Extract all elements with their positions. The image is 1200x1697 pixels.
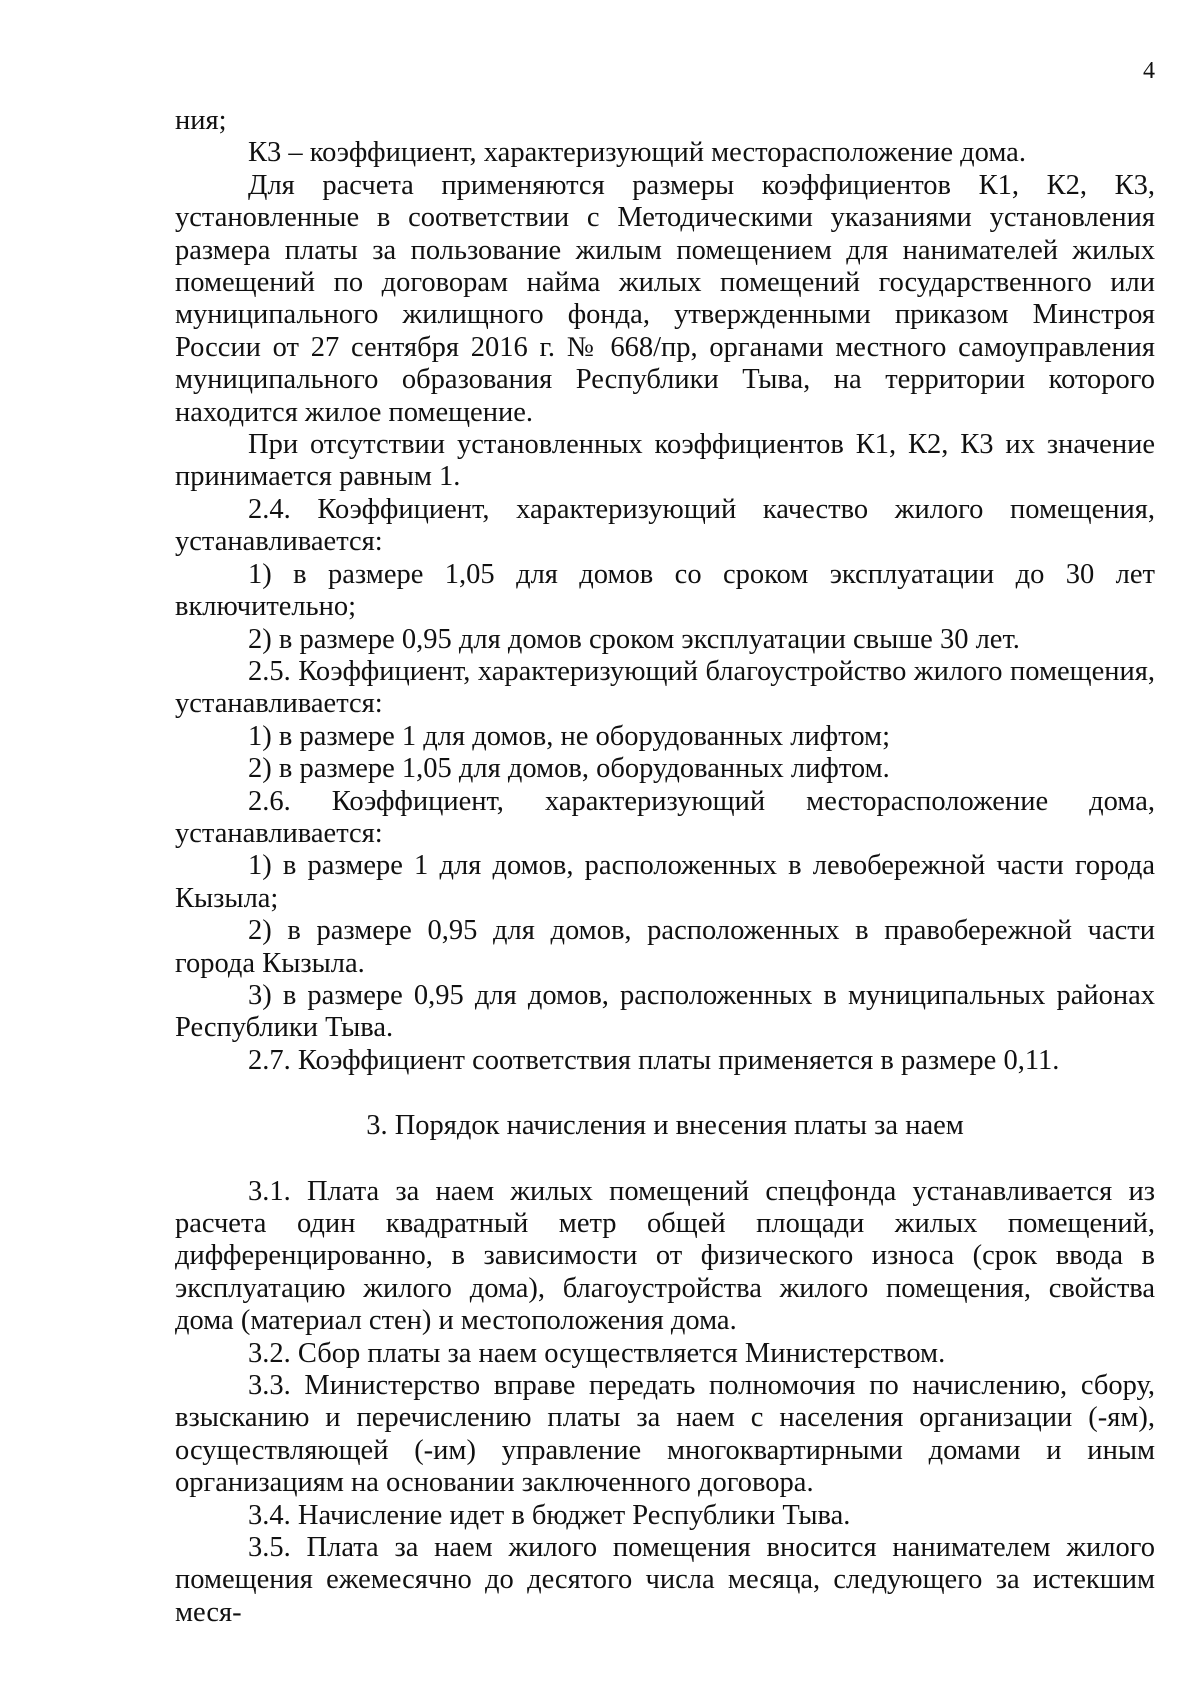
clause-2-6: 2.6. Коэффициент, характеризующий месторасположение дома, устанавливается: (175, 785, 1155, 849)
section-heading: 3. Порядок начисления и внесения платы за наем (366, 1110, 964, 1142)
clause-2-6-item-2: 2) в размере 0,95 для домов, расположенных в правобережной части города Кызыла. (175, 915, 1155, 979)
paragraph-coefficient-sources: Для расчета применяются размеры коэффициентов К1, К2, К3, установленные в соответствии с Методическими указаниями установления размера платы за пользование жилым помещением для нанимателей жилых помещений по договорам найма жилых помещений государственного или муниципального жилищного фонда, утвержденными приказом Минстроя России от 27 сентября 2016 г. № 668/пр, органами местного самоуправления муниципального образования Республики Тыва, на территории которого находится жилое помещение. (175, 169, 1155, 428)
clause-3-1: 3.1. Плата за наем жилых помещений спецфонда устанавливается из расчета один квадратный метр общей площади жилых помещений, дифференцированно, в зависимости от физического износа (срок ввода в эксплуатацию жилого дома), благоустройства жилого помещения, свойства дома (материал стен) и местоположения дома. (175, 1175, 1155, 1337)
document-body (175, 105, 1155, 1629)
clause-2-5: 2.5. Коэффициент, характеризующий благоустройство жилого помещения, устанавливается: (175, 655, 1155, 720)
page-number: 4 (1143, 58, 1155, 84)
clause-2-4: 2.4. Коэффициент, характеризующий качество жилого помещения, устанавливается: (175, 493, 1155, 558)
clause-3-4: 3.4. Начисление идет в бюджет Республики Тыва. (248, 1499, 851, 1531)
paragraph-k3-definition: К3 – коэффициент, характеризующий месторасположение дома. (248, 137, 1026, 169)
clause-2-5-item-2: 2) в размере 1,05 для домов, оборудованных лифтом. (248, 753, 890, 785)
clause-3-5: 3.5. Плата за наем жилого помещения вносится нанимателем жилого помещения ежемесячно до десятого числа месяца, следующего за истекшим меся- (175, 1532, 1155, 1628)
paragraph-continuation: ния; (175, 105, 227, 136)
clause-2-6-item-3: 3) в размере 0,95 для домов, расположенных в муниципальных районах Республики Тыва. (175, 979, 1155, 1044)
clause-2-5-item-1: 1) в размере 1 для домов, не оборудованных лифтом; (248, 720, 890, 752)
clause-2-6-item-1: 1) в размере 1 для домов, расположенных в левобережной части города Кызыла; (175, 850, 1155, 914)
clause-2-4-item-1: 1) в размере 1,05 для домов со сроком эксплуатации до 30 лет включительно; (175, 558, 1155, 623)
clause-2-4-item-2: 2) в размере 0,95 для домов сроком эксплуатации свыше 30 лет. (248, 623, 1020, 655)
clause-2-7: 2.7. Коэффициент соответствия платы применяется в размере 0,11. (248, 1044, 1060, 1076)
clause-3-3: 3.3. Министерство вправе передать полномочия по начислению, сбору, взысканию и перечислению платы за наем с населения организации (-ям), осуществляющей (-им) управление многоквартирными домами и иным организациям на основании заключенного договора. (175, 1370, 1155, 1499)
paragraph-default-coefficients: При отсутствии установленных коэффициентов К1, К2, К3 их значение принимается равным 1. (175, 429, 1155, 493)
clause-3-2: 3.2. Сбор платы за наем осуществляется Министерством. (248, 1337, 946, 1369)
